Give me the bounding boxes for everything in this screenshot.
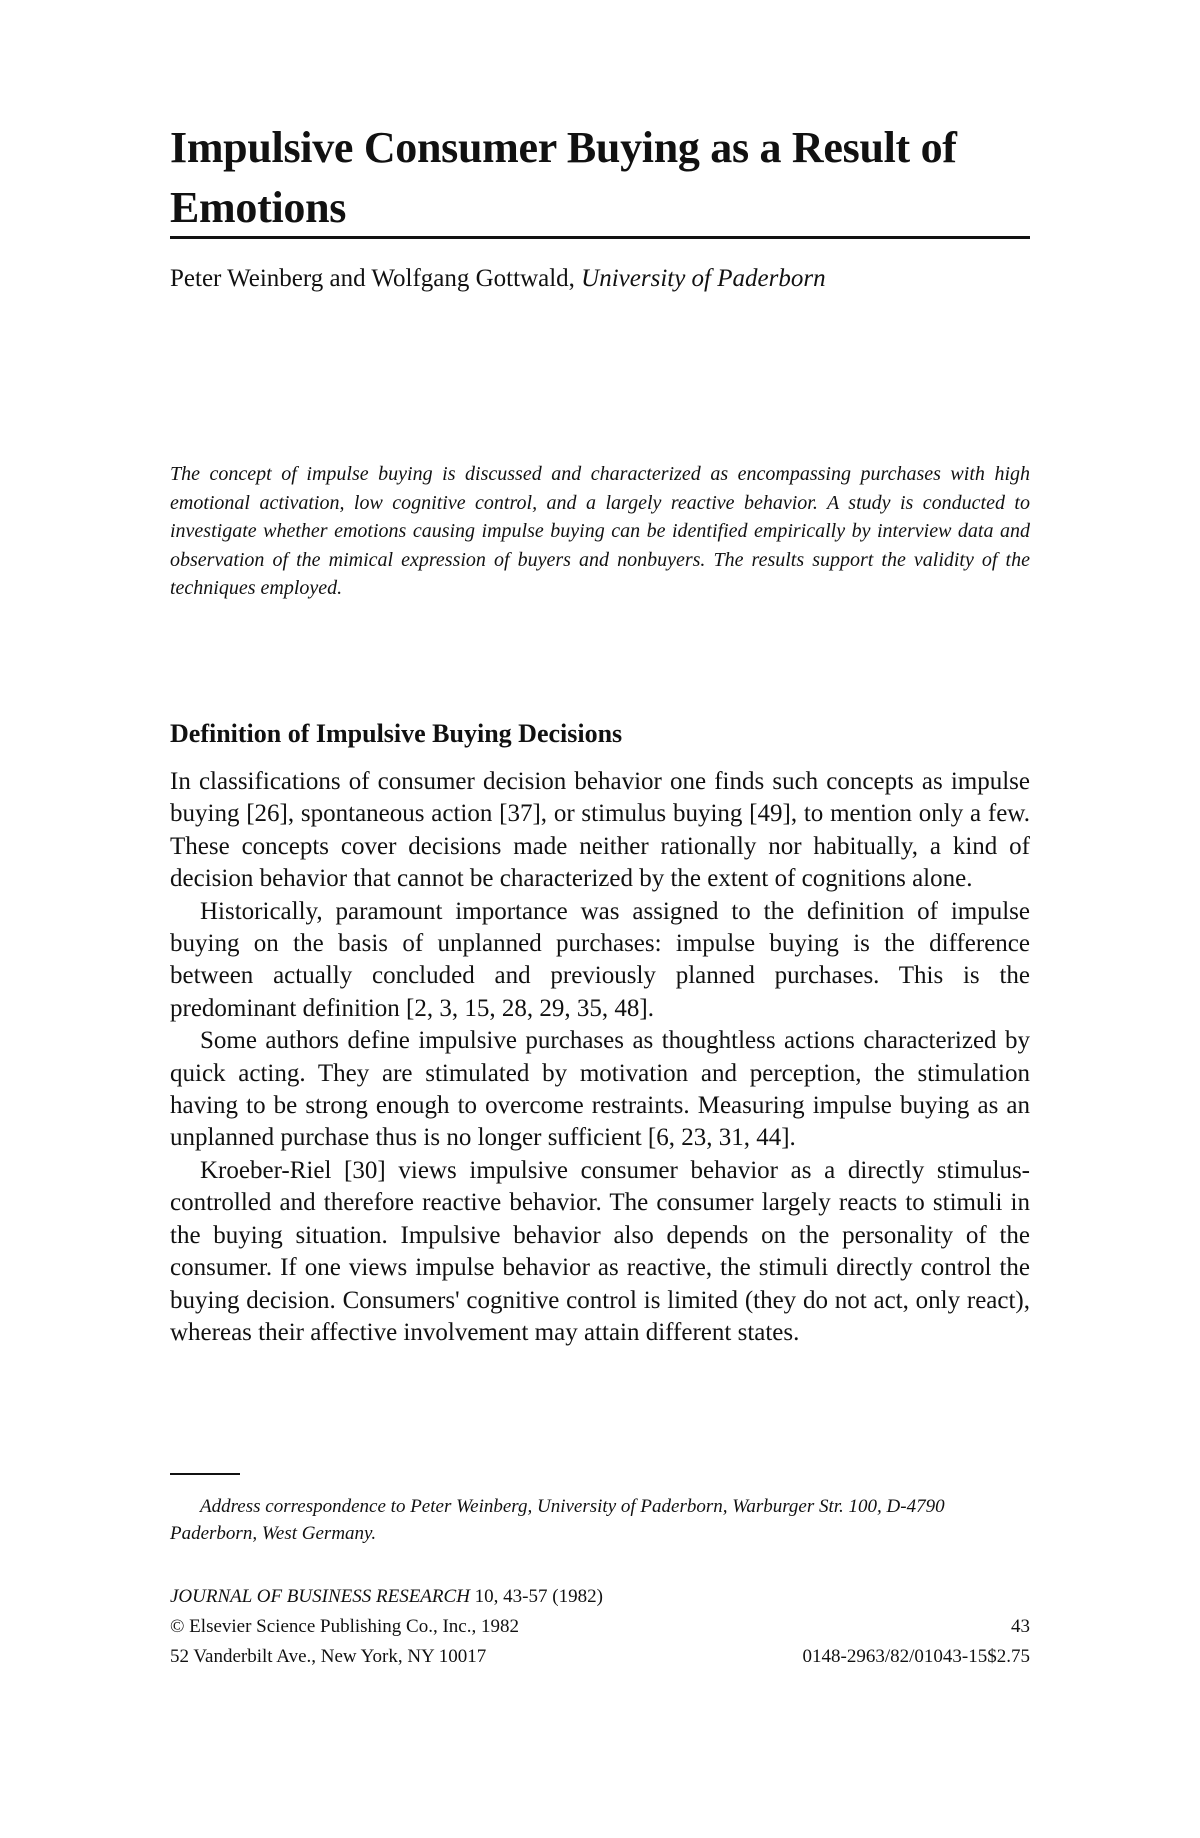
journal-citation-row — [170, 1582, 1030, 1612]
body-paragraph: Some authors define impulsive purchases as thoughtless actions characterized by quick acting. They are stimulated by motivation and perception, the stimulation having to be strong enough to overcome restraints. Measuring impulse buying as an unplanned purchase thus is no longer sufficient [6, 23, 31, 44]. — [170, 1027, 1030, 1152]
footnote-divider — [170, 1473, 240, 1475]
body-paragraph: Historically, paramount importance was assigned to the definition of impulse buying on the basis of unplanned purchases: impulse buying is the difference between actually concluded and previously planned purchases. This is the predominant definition [2, 3, 15, 28, 29, 35, 48]. — [170, 897, 1030, 1022]
publisher-address: 52 Vanderbilt Ave., New York, NY 10017 — [170, 1646, 487, 1667]
author-affiliation: University of Paderborn — [581, 265, 826, 292]
section-body — [170, 766, 1030, 1349]
correspondence-footnote: Address correspondence to Peter Weinberg, University of Paderborn, Warburger Str. 100, D-4790 Paderborn, West Germany. — [170, 1496, 945, 1544]
copyright-notice: © Elsevier Science Publishing Co., Inc., 1982 — [170, 1616, 519, 1637]
journal-name: JOURNAL OF BUSINESS RESEARCH — [170, 1586, 470, 1607]
author-line — [170, 262, 1030, 296]
section-heading: Definition of Impulsive Buying Decisions — [170, 719, 623, 748]
abstract: The concept of impulse buying is discussed and characterized as encompassing purchases with high emotional activation, low cognitive control, and a largely reactive behavior. A study is conducted to investigate whether emotions causing impulse buying can be identified empirically by interview data and observation of the mimical expression of buyers and nonbuyers. The results support the validity of the techniques employed. — [170, 463, 1030, 599]
body-paragraph: In classifications of consumer decision behavior one finds such concepts as impulse buying [26], spontaneous action [37], or stimulus buying [49], to mention only a few. These concepts cover decisions made neither rationally nor habitually, a kind of decision behavior that cannot be characterized by the extent of cognitions alone. — [170, 768, 1030, 893]
title-divider — [170, 236, 1030, 239]
author-names: Peter Weinberg and Wolfgang Gottwald, — [170, 265, 575, 292]
issn-code: 0148-2963/82/01043-15$2.75 — [802, 1646, 1030, 1667]
journal-volume-pages: 10, 43-57 (1982) — [474, 1586, 603, 1607]
article-page — [170, 0, 1030, 1838]
publisher-row — [170, 1642, 1030, 1672]
copyright-row — [170, 1612, 1030, 1642]
journal-info — [170, 1582, 1030, 1672]
article-title: Impulsive Consumer Buying as a Result of Emotions — [170, 123, 957, 232]
page-number: 43 — [1011, 1616, 1030, 1637]
body-paragraph: Kroeber-Riel [30] views impulsive consumer behavior as a directly stimulus-controlled and therefore reactive behavior. The consumer largely reacts to stimuli in the buying situation. Impulsive behavior also depends on the personality of the consumer. If one views impulse behavior as reactive, the stimuli directly control the buying decision. Consumers' cognitive control is limited (they do not act, only react), whereas their affective involvement may attain different states. — [170, 1156, 1030, 1346]
